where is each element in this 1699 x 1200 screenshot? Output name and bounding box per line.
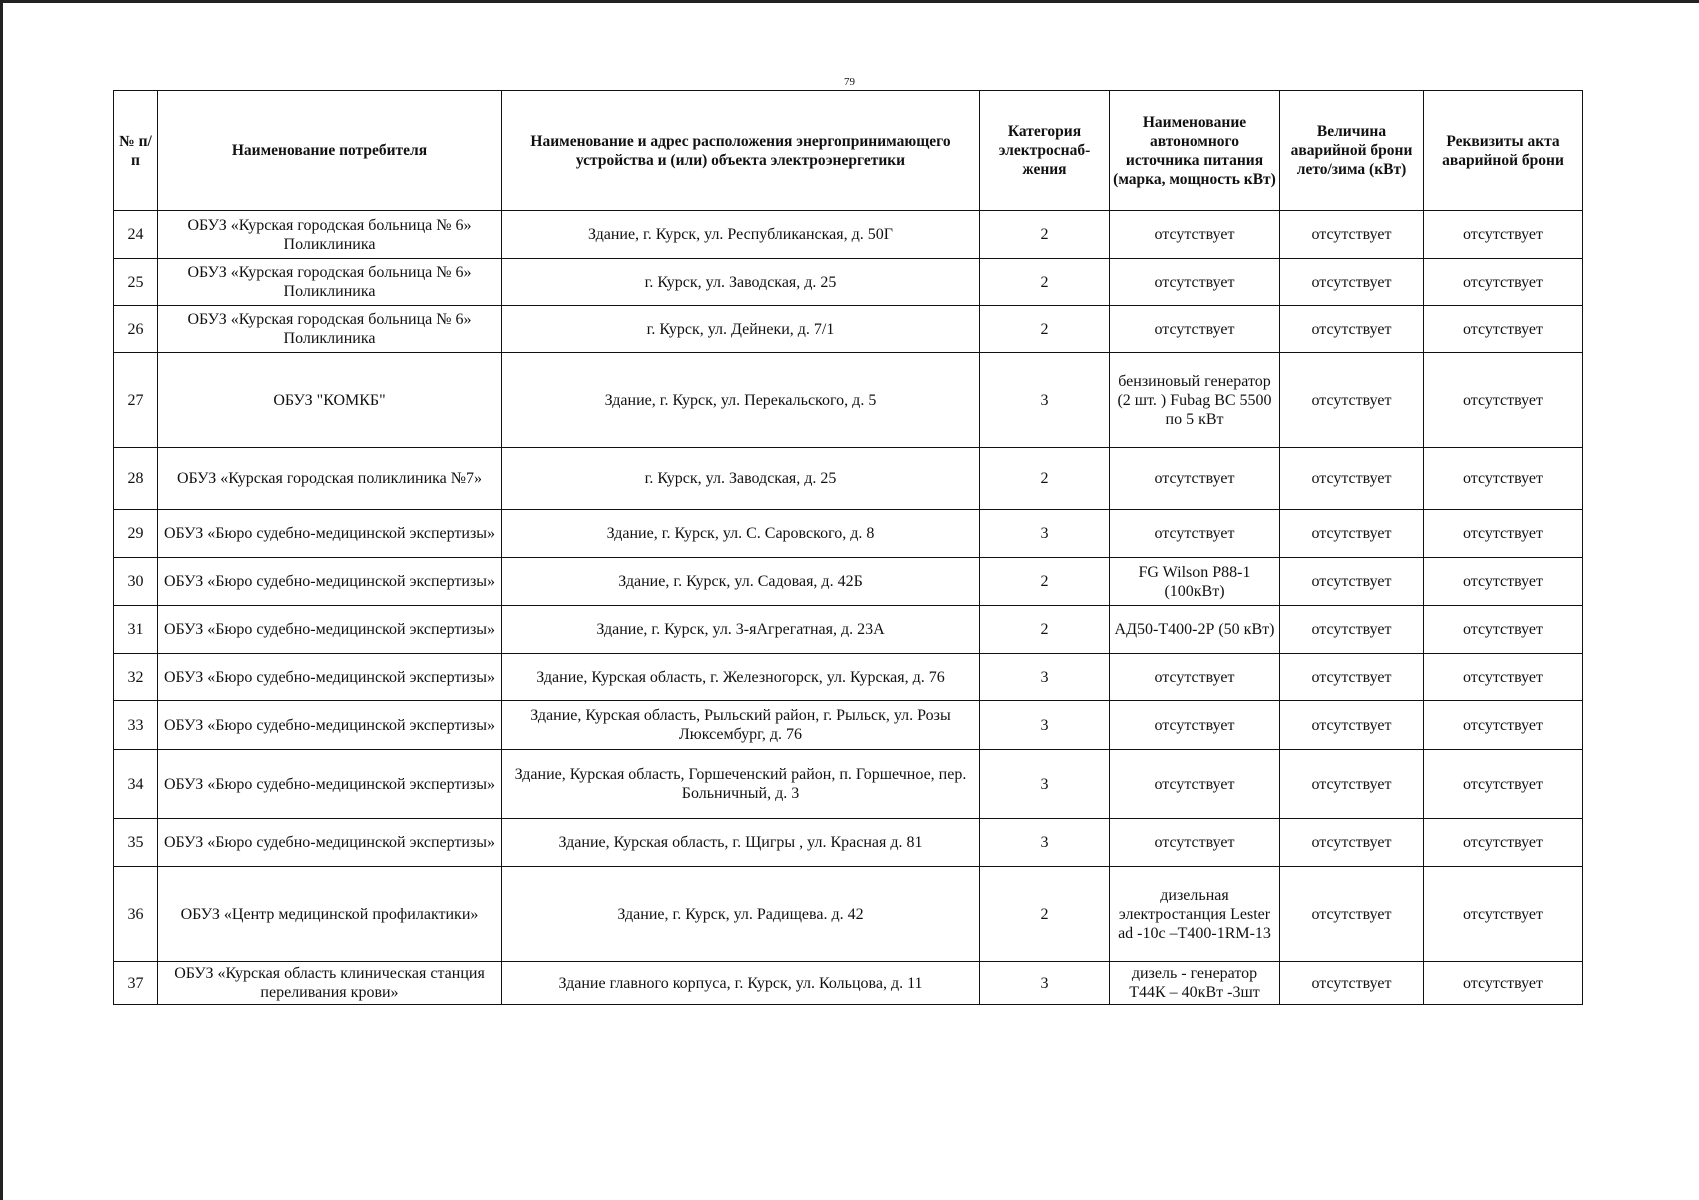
- supply-category: 3: [980, 510, 1110, 558]
- consumer-name: ОБУЗ «Курская городская больница № 6» Поликлиника: [158, 259, 502, 306]
- header-consumer: Наименование потребителя: [158, 91, 502, 211]
- row-number: 36: [114, 867, 158, 962]
- row-number: 35: [114, 819, 158, 867]
- power-source: отсутствует: [1110, 701, 1280, 750]
- object-address: Здание, Курская область, Горшеченский район, п. Горшечное, пер. Больничный, д. 3: [502, 750, 980, 819]
- row-number: 28: [114, 448, 158, 510]
- header-power-source: Наименование автономного источника питания (марка, мощность кВт): [1110, 91, 1280, 211]
- reserve-act: отсутствует: [1424, 819, 1583, 867]
- consumer-name: ОБУЗ «Бюро судебно-медицинской экспертизы»: [158, 510, 502, 558]
- header-act: Реквизиты акта аварийной брони: [1424, 91, 1583, 211]
- reserve-act: отсутствует: [1424, 259, 1583, 306]
- emergency-reserve: отсутствует: [1280, 353, 1424, 448]
- power-source: дизель - генератор Т44К – 40кВт -3шт: [1110, 962, 1280, 1005]
- table-row: [114, 353, 1583, 448]
- table-row: [114, 819, 1583, 867]
- object-address: г. Курск, ул. Заводская, д. 25: [502, 259, 980, 306]
- header-number: № п/п: [114, 91, 158, 211]
- table-row: [114, 558, 1583, 606]
- reserve-act: отсутствует: [1424, 353, 1583, 448]
- emergency-reserve: отсутствует: [1280, 654, 1424, 701]
- header-row: [114, 91, 1583, 211]
- table-body: [114, 211, 1583, 1005]
- consumer-name: ОБУЗ «Бюро судебно-медицинской экспертизы»: [158, 750, 502, 819]
- consumer-name: ОБУЗ «Бюро судебно-медицинской экспертизы»: [158, 654, 502, 701]
- object-address: Здание, г. Курск, ул. Республиканская, д. 50Г: [502, 211, 980, 259]
- object-address: г. Курск, ул. Дейнеки, д. 7/1: [502, 306, 980, 353]
- row-number: 30: [114, 558, 158, 606]
- reserve-act: отсутствует: [1424, 306, 1583, 353]
- supply-category: 3: [980, 819, 1110, 867]
- row-number: 33: [114, 701, 158, 750]
- supply-category: 2: [980, 448, 1110, 510]
- header-reserve: Величина аварийной брони лето/зима (кВт): [1280, 91, 1424, 211]
- emergency-reserve: отсутствует: [1280, 962, 1424, 1005]
- page-number: 79: [844, 76, 855, 88]
- header-address: Наименование и адрес расположения энергопринимающего устройства и (или) объекта электроэнергетики: [502, 91, 980, 211]
- supply-category: 2: [980, 867, 1110, 962]
- supply-category: 2: [980, 606, 1110, 654]
- power-source: отсутствует: [1110, 654, 1280, 701]
- table-row: [114, 510, 1583, 558]
- emergency-reserve: отсутствует: [1280, 558, 1424, 606]
- emergency-reserve: отсутствует: [1280, 750, 1424, 819]
- supply-category: 2: [980, 558, 1110, 606]
- object-address: г. Курск, ул. Заводская, д. 25: [502, 448, 980, 510]
- emergency-reserve: отсутствует: [1280, 819, 1424, 867]
- reserve-act: отсутствует: [1424, 654, 1583, 701]
- row-number: 31: [114, 606, 158, 654]
- table-row: [114, 750, 1583, 819]
- power-source: FG Wilson P88-1 (100кВт): [1110, 558, 1280, 606]
- consumer-name: ОБУЗ «Курская городская поликлиника №7»: [158, 448, 502, 510]
- emergency-reserve: отсутствует: [1280, 606, 1424, 654]
- row-number: 27: [114, 353, 158, 448]
- object-address: Здание, г. Курск, ул. 3-яАгрегатная, д. 23А: [502, 606, 980, 654]
- object-address: Здание, г. Курск, ул. Радищева. д. 42: [502, 867, 980, 962]
- row-number: 25: [114, 259, 158, 306]
- supply-category: 2: [980, 306, 1110, 353]
- reserve-act: отсутствует: [1424, 750, 1583, 819]
- consumer-name: ОБУЗ «Бюро судебно-медицинской экспертизы»: [158, 701, 502, 750]
- consumer-name: ОБУЗ «Бюро судебно-медицинской экспертизы»: [158, 819, 502, 867]
- reserve-act: отсутствует: [1424, 448, 1583, 510]
- table-row: [114, 606, 1583, 654]
- emergency-reserve: отсутствует: [1280, 701, 1424, 750]
- emergency-reserve: отсутствует: [1280, 510, 1424, 558]
- table-row: [114, 306, 1583, 353]
- table-row: [114, 654, 1583, 701]
- row-number: 26: [114, 306, 158, 353]
- reserve-act: отсутствует: [1424, 962, 1583, 1005]
- power-source: отсутствует: [1110, 750, 1280, 819]
- reserve-act: отсутствует: [1424, 510, 1583, 558]
- consumers-table: [113, 90, 1583, 1005]
- emergency-reserve: отсутствует: [1280, 306, 1424, 353]
- row-number: 32: [114, 654, 158, 701]
- row-number: 24: [114, 211, 158, 259]
- table-row: [114, 962, 1583, 1005]
- power-source: бензиновый генератор (2 шт. ) Fubag BC 5500 по 5 кВт: [1110, 353, 1280, 448]
- emergency-reserve: отсутствует: [1280, 211, 1424, 259]
- consumer-name: ОБУЗ «Бюро судебно-медицинской экспертизы»: [158, 606, 502, 654]
- consumer-name: ОБУЗ «Центр медицинской профилактики»: [158, 867, 502, 962]
- header-category: Категория электроснаб-жения: [980, 91, 1110, 211]
- reserve-act: отсутствует: [1424, 867, 1583, 962]
- object-address: Здание, г. Курск, ул. Садовая, д. 42Б: [502, 558, 980, 606]
- row-number: 29: [114, 510, 158, 558]
- supply-category: 3: [980, 750, 1110, 819]
- scan-edge-left: [0, 0, 3, 1200]
- object-address: Здание, Курская область, г. Железногорск, ул. Курская, д. 76: [502, 654, 980, 701]
- power-source: отсутствует: [1110, 306, 1280, 353]
- supply-category: 3: [980, 962, 1110, 1005]
- row-number: 34: [114, 750, 158, 819]
- table-row: [114, 448, 1583, 510]
- supply-category: 2: [980, 259, 1110, 306]
- emergency-reserve: отсутствует: [1280, 448, 1424, 510]
- object-address: Здание, Курская область, г. Щигры , ул. Красная д. 81: [502, 819, 980, 867]
- consumer-name: ОБУЗ «Курская городская больница № 6» Поликлиника: [158, 211, 502, 259]
- consumer-name: ОБУЗ «Бюро судебно-медицинской экспертизы»: [158, 558, 502, 606]
- table-row: [114, 211, 1583, 259]
- consumer-name: ОБУЗ «Курская область клиническая станция переливания крови»: [158, 962, 502, 1005]
- table-row: [114, 701, 1583, 750]
- supply-category: 3: [980, 654, 1110, 701]
- power-source: отсутствует: [1110, 211, 1280, 259]
- supply-category: 3: [980, 701, 1110, 750]
- object-address: Здание, г. Курск, ул. С. Саровского, д. 8: [502, 510, 980, 558]
- power-source: отсутствует: [1110, 510, 1280, 558]
- consumer-name: ОБУЗ «Курская городская больница № 6» Поликлиника: [158, 306, 502, 353]
- object-address: Здание, г. Курск, ул. Перекальского, д. 5: [502, 353, 980, 448]
- table-row: [114, 259, 1583, 306]
- power-source: АД50-Т400-2Р (50 кВт): [1110, 606, 1280, 654]
- row-number: 37: [114, 962, 158, 1005]
- emergency-reserve: отсутствует: [1280, 867, 1424, 962]
- power-source: отсутствует: [1110, 448, 1280, 510]
- object-address: Здание главного корпуса, г. Курск, ул. Кольцова, д. 11: [502, 962, 980, 1005]
- supply-category: 2: [980, 211, 1110, 259]
- consumer-name: ОБУЗ "КОМКБ": [158, 353, 502, 448]
- supply-category: 3: [980, 353, 1110, 448]
- object-address: Здание, Курская область, Рыльский район, г. Рыльск, ул. Розы Люксембург, д. 76: [502, 701, 980, 750]
- emergency-reserve: отсутствует: [1280, 259, 1424, 306]
- reserve-act: отсутствует: [1424, 701, 1583, 750]
- power-source: отсутствует: [1110, 819, 1280, 867]
- scan-edge-top: [0, 0, 1699, 3]
- power-source: дизельная электростанция Lester ad -10c –T400-1RM-13: [1110, 867, 1280, 962]
- reserve-act: отсутствует: [1424, 211, 1583, 259]
- table-row: [114, 867, 1583, 962]
- reserve-act: отсутствует: [1424, 606, 1583, 654]
- reserve-act: отсутствует: [1424, 558, 1583, 606]
- power-source: отсутствует: [1110, 259, 1280, 306]
